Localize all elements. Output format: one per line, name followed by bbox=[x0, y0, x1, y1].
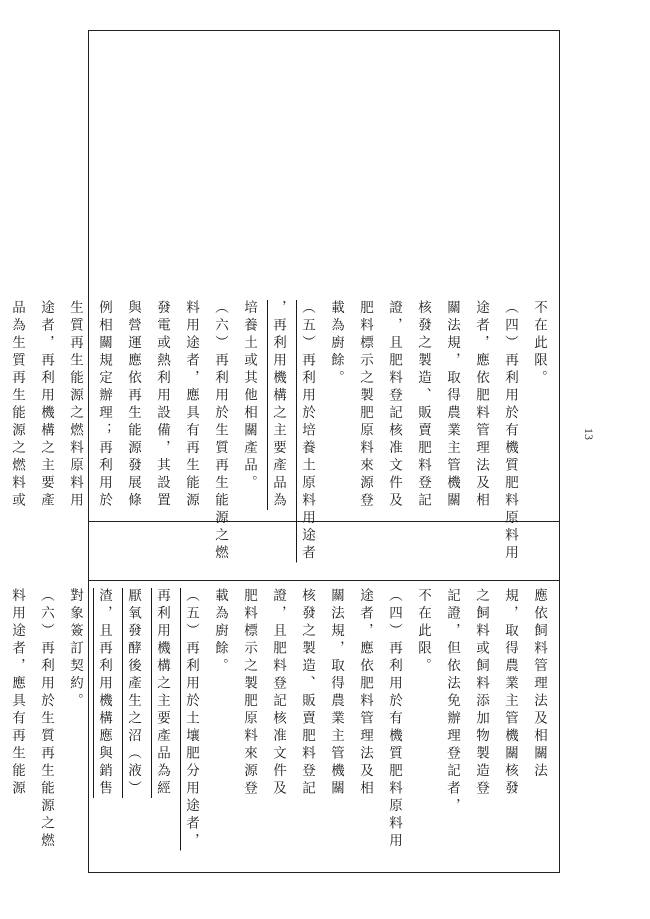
left-cell-line: 規，取得農業主管機關核發 bbox=[502, 588, 518, 798]
right-cell-line: ，再利用機構之主要產品為 bbox=[270, 300, 286, 510]
left-cell-line: 渣，且再利用機構應與銷售 bbox=[96, 588, 112, 798]
right-cell-line: 途者，再利用機構之主要產 bbox=[38, 300, 54, 510]
left-cell-line: 肥料標示之製肥原料來源登 bbox=[241, 588, 257, 798]
left-cell-line: 應依飼料管理法及相關法 bbox=[531, 588, 547, 781]
right-cell-line bbox=[0, 300, 2, 520]
left-cell-line: 途者，應依肥料管理法及相 bbox=[357, 588, 373, 798]
left-cell-line: 再利用機構之主要產品為經 bbox=[154, 588, 170, 798]
table-divider-middle-bottom bbox=[88, 580, 560, 581]
left-cell-line: （五）再利用於土壤肥分用途者， bbox=[183, 588, 199, 851]
right-cell-line: 例相關規定辦理；再利用於 bbox=[96, 300, 112, 510]
right-cell-line: 載為廚餘。 bbox=[328, 300, 344, 388]
page-number: 13 bbox=[582, 428, 596, 440]
right-cell-line: 核發之製造、販賣肥料登記 bbox=[415, 300, 431, 510]
right-cell-line: （六）再利用於生質再生能源之燃 bbox=[212, 300, 228, 563]
left-cell-line: （六）再利用於生質再生能源之燃 bbox=[38, 588, 54, 851]
right-cell-line: （五）再利用於培養土原料用途者 bbox=[299, 300, 315, 563]
right-cell-line: 關法規，取得農業主管機關 bbox=[444, 300, 460, 510]
left-cell-line: 關法規，取得農業主管機關 bbox=[328, 588, 344, 798]
right-cell-line: 發電或熱利用設備，其設置 bbox=[154, 300, 170, 510]
left-cell-line: 厭氧發酵後產生之沼（液） bbox=[125, 588, 141, 798]
right-cell-line: 品為生質再生能源之燃料或 bbox=[9, 300, 25, 510]
table-divider-middle-top bbox=[88, 521, 560, 522]
right-cell-line: （四）再利用於有機質肥料原料用 bbox=[502, 300, 518, 563]
left-cell-line: 核發之製造、販賣肥料登記 bbox=[299, 588, 315, 798]
left-cell-line: 記證，但依法免辦理登記者， bbox=[444, 588, 460, 816]
left-cell-line: 之飼料或飼料添加物製造登 bbox=[473, 588, 489, 798]
left-cell-line: 載為廚餘。 bbox=[212, 588, 228, 676]
left-cell-line bbox=[0, 588, 2, 868]
right-cell-line: 培養土或其他相關產品。 bbox=[241, 300, 257, 493]
right-cell-line: 與營運應依再生能源發展條 bbox=[125, 300, 141, 510]
left-cell-line: 不在此限。 bbox=[415, 588, 431, 676]
right-cell-line: 不在此限。 bbox=[531, 300, 547, 388]
left-cell-line: 證，且肥料登記核准文件及 bbox=[270, 588, 286, 798]
right-cell-line: 肥料標示之製肥原料來源登 bbox=[357, 300, 373, 510]
right-cell-line: 途者，應依肥料管理法及相 bbox=[473, 300, 489, 510]
right-cell-line: 證，且肥料登記核准文件及 bbox=[386, 300, 402, 510]
left-cell-line: 料用途者，應具有再生能源 bbox=[9, 588, 25, 798]
left-cell-text bbox=[9, 588, 553, 868]
right-cell-line: 料用途者，應具有再生能源 bbox=[183, 300, 199, 510]
right-cell-text bbox=[9, 300, 553, 563]
left-cell-line: 對象簽訂契約。 bbox=[67, 588, 83, 711]
left-cell-line: （四）再利用於有機質肥料原料用 bbox=[386, 588, 402, 851]
right-cell-line: 生質再生能源之燃料原料用 bbox=[67, 300, 83, 510]
